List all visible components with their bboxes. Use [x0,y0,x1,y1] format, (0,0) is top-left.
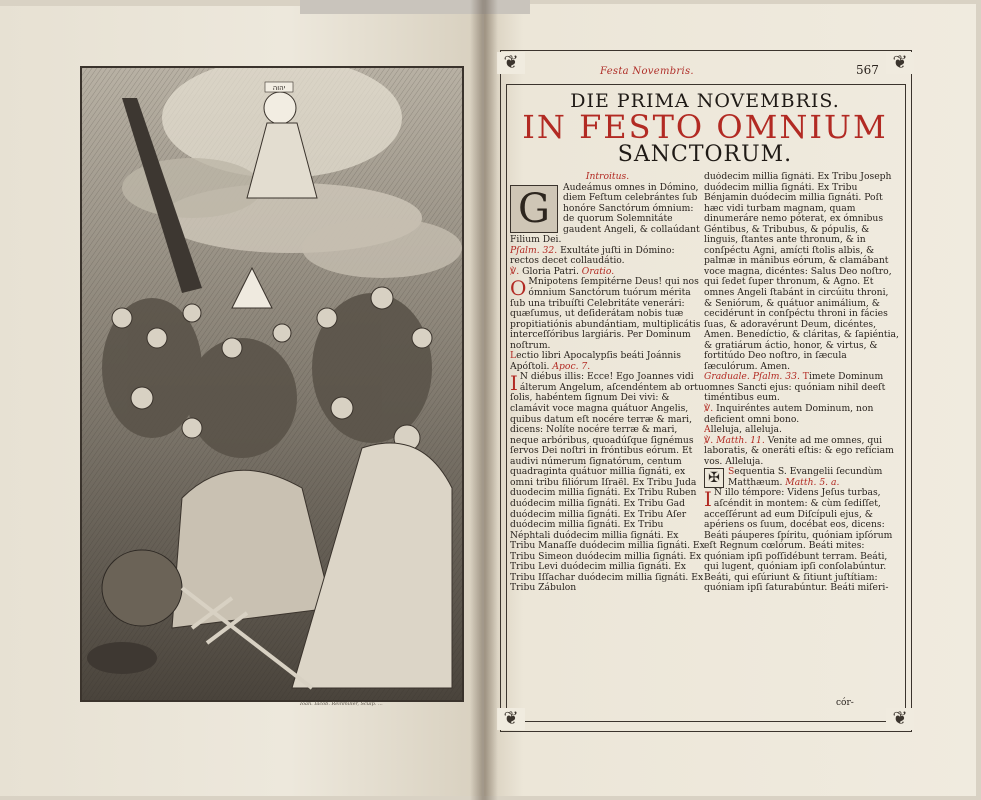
versicle-2-text: Venite ad me omnes, qui laboratis, & oneráti eſtis: & ego refíciam vos. Alleluja. [704,434,894,467]
sequentia-ref: Matth. 5. a. [785,476,840,488]
versicle-mark: ℣. [704,434,714,446]
reading-paragraph [510,372,705,593]
versicle-1-text: Inquiréntes autem Dominum, non deficient omni bono. [704,403,874,425]
cardinal-hat [87,642,157,674]
ornament-corner-bottom-right: ❦ [886,708,914,730]
gospel-paragraph [704,488,899,593]
madonna-halo [264,92,296,124]
lion [102,550,182,626]
historiated-initial: G [510,185,558,233]
title-saints: SANCTORUM. [617,142,793,167]
reading-text: N diébus illis: Ecce! Ego Joannes vidi álterum Angelum, aſcendéntem ab ortu ſolis, habéntem ſignum Dei vivi: & clamávit voce magna quátuor Angelis, quibus datum eſt nocére terræ & mari, dicens: Nolíte nocére terræ & mari, neque arbóribus, quoadúſque ſignémus ſervos Dei noſtri in fróntibus eórum. Et audivi númerum ſignatórum, centum quadraginta quátuor millia ſignáti, ex omni tribu filiórum Iſraël. Ex Tribu Juda duodecim millia ſignáti. Ex Tribu Ruben duódecim millia ſignáti. Ex Tribu Gad duódecim millia ſignáti. Ex Tribu Aſer duódecim millia ſignáti. Ex Tribu Néphtali duódecim millia ſignáti. Ex Tribu Manaſſe duódecim millia ſignáti. Ex Tribu Simeon duódecim millia ſignáti. Ex Tribu Levi duódecim millia ſignáti. Ex Tribu Iſſachar duódecim millia ſignáti. Ex Tribu Zábulon [510,371,705,594]
graduale-text: imete Dominum omnes Sancti ejus: quóniam nihil deeſt timéntibus eum. [704,371,886,404]
oratio-label: Oratio. [581,265,615,277]
lectio-ref: Apoc. 7. [552,360,591,372]
versicle-2-ref: Matth. 11. [716,434,765,446]
engraving-illustration [82,68,462,700]
page-number: 567 [856,63,879,77]
introitus-paragraph [510,183,705,246]
hebrew-label: יהוה [272,84,286,92]
versicle-1 [704,404,899,425]
psalm-ref: Pſalm. 32. [510,244,558,256]
title-date: DIE PRIMA NOVEMBRIS. [570,90,840,112]
introitus-text: Audeámus omnes in Dómino, diem Feſtum celebrántes ſub honóre Sanctórum ómnium: de quorum Solemnitáte gaudent Angeli, & collaúdant Filium Dei. [510,181,700,246]
gloria-text: Gloria Patri. [522,265,579,277]
psalm-line [510,246,705,267]
gospel-initial: I [704,487,712,512]
title-feast: IN FESTO OMNIUM [522,108,888,146]
text-column-right [704,172,899,722]
ornament-corner-bottom-left: ❦ [497,708,525,730]
lectio-text: ectio libri Apocalypſis beáti Joánnis Apóſtoli. [510,350,681,372]
ornament-corner-top-right: ❦ [886,52,914,74]
ornament-corner-top-left: ❦ [497,52,525,74]
graduale-label: Graduale. Pſalm. 33. [704,371,800,383]
reading-initial: I [510,371,518,396]
alleluia-text: lleluja, alleluja. [710,424,782,436]
versicle-mark: ℣. [704,403,714,415]
psalm-text: Exultáte juſti in Dómino: rectos decet collaudátio. [510,244,675,267]
oratio-paragraph [510,277,705,351]
alleluia-initial: A [704,424,711,436]
graduale-initial: T [802,371,809,383]
versicle-mark: ℣. [510,265,520,277]
lectio-line [510,351,705,372]
gospel-text: N illo témpore: Videns Jeſus turbas, aſcéndit in montem: & cùm ſediſſet, acceſſérunt ad eum Diſcípuli ejus, & apériens os ſuum, docébat eos, dicens: Beáti páuperes ſpíritu, quóniam ipſórum eſt Regnum cœlórum. Beáti mites: quóniam ipſi poſſidébunt terram. Beáti, qui lugent, quóniam ipſi conſolabúntur. Beáti, qui eſúriunt & ſitiunt juſtítiam: quóniam ipſi ſaturabúntur. Beáti miſeri- [704,487,893,594]
lectio-initial: L [510,350,517,362]
versicle-2 [704,436,899,468]
catchword: cór- [836,698,854,708]
text-column-left [510,172,705,722]
sequentia-text: equentia S. Evangelii ſecundùm Matthæum. [728,466,883,488]
reading-continuation: duódecim millia ſignáti. Ex Tribu Joseph duódecim millia ſignáti. Ex Tribu Bénjamin duódecim millia ſignáti. Poſt hæc vidi turbam magnam, quam dinumeráre nemo póterat, ex ómnibus Géntibus, & Tribubus, & pópulis, & linguis, ſtantes ante thronum, & in conſpéctu Agni, amícti ſtolis albis, & palmæ in mánibus eórum, & clamábant voce magna, dicéntes: Salus Deo noſtro, qui ſedet ſuper thronum, & Agno. Et omnes Angeli ſtabánt in circúitu throni, & Seniórum, & quátuor animálium, & cecidérunt in conſpéctu throni in fácies ſuas, & adoravérunt Deum, dicéntes, Amen. Benedíctio, & cláritas, & ſapiéntia, & gratiárum áctio, honor, & virtus, & fortitúdo Deo noſtro, in ſæcula ſæculórum. Amen. [704,172,899,372]
oratio-text: Mnipotens ſempitérne Deus! qui nos ómnium Sanctórum tuórum mérita ſub una tribuíſti Celebritáte venerári: quæſumus, ut deſiderátam nobis tuæ propitiatiónis abundántiam, multiplicátis interceſſóribus largiáris. Per Dominum noſtrum. [510,276,701,351]
sequentia-initial: S [728,466,735,478]
introitus-label: Introitus. [585,172,630,182]
sequentia-line [704,467,899,488]
engraver-signature: Ioan. Iacob. Reinmiller, Sculp. ... [300,701,383,707]
oratio-initial: O [510,276,527,301]
running-head: Festa Novembris. [600,66,694,77]
graduale-line [704,372,899,404]
book-gutter [470,0,498,800]
cross-icon: ✠ [704,468,724,488]
engraving-plate [80,66,464,702]
